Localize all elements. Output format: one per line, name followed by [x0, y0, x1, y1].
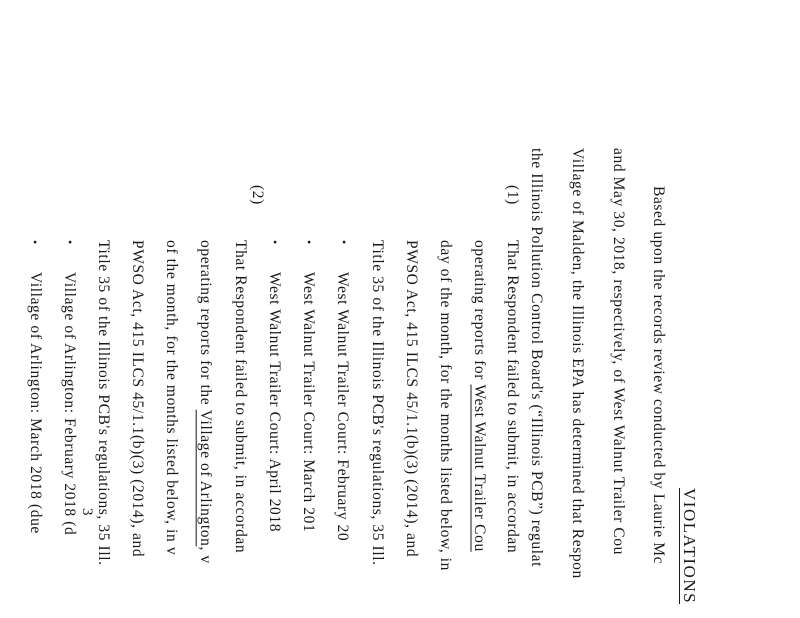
page-heading: VIOLATIONS	[680, 488, 699, 605]
bullet-icon: •	[337, 240, 351, 245]
item1-bullet-1: West Walnut Trailer Court: February 20	[334, 272, 351, 542]
item1-line-5: Title 35 of the Illinois PCB's regulations, 35 Ill.	[369, 240, 386, 566]
intro-line-2: and May 30, 2018, respectively, of West Walnut Trailer Cou	[610, 148, 627, 555]
item1-line-4: PWSO Act, 415 ILCS 45/1.1(b)(3) (2014), and	[403, 240, 420, 558]
item1-bullet-2: West Walnut Trailer Court: March 201	[300, 272, 317, 533]
item2-line-3: of the month, for the months listed below, in v	[163, 240, 180, 556]
west-walnut-link: West Walnut Trailer Cou	[471, 384, 488, 552]
item1-line-2: operating reports for West Walnut Trailer Cou	[471, 240, 488, 552]
intro-line-3: Village of Malden, the Illinois EPA has determined that Respon	[569, 148, 586, 579]
item2-bullet-1: Village of Arlington: February 2018 (d	[61, 272, 78, 536]
page-number: 3	[79, 508, 95, 517]
item1-bullet-3: West Walnut Trailer Court: April 2018	[266, 272, 283, 533]
bullet-icon: •	[302, 240, 316, 245]
item2-bullet-2: Village of Arlington: March 2018 (due	[27, 272, 44, 534]
item2-line-2: operating reports for the Village of Arlington, v	[197, 240, 214, 564]
bullet-icon: •	[28, 240, 42, 245]
intro-line-4: the Illinois Pollution Control Board's (“Illinois PCB”) regulat	[528, 148, 545, 568]
item-number-1: (1)	[504, 185, 521, 205]
item2-line-5: Title 35 of the Illinois PCB's regulations, 35 Ill.	[95, 240, 112, 566]
item1-line-3: day of the month, for the months listed below, in	[437, 240, 454, 572]
item1-line-1: That Respondent failed to submit, in accordan	[504, 240, 521, 554]
item-number-2: (2)	[249, 185, 266, 205]
bullet-icon: •	[63, 240, 77, 245]
village-arlington-link: Village of Arlington	[197, 409, 214, 547]
bullet-icon: •	[268, 240, 282, 245]
intro-line-1: Based upon the records review conducted by Laurie Mc	[650, 186, 667, 565]
item2-line-1: That Respondent failed to submit, in accordan	[232, 240, 249, 554]
item2-line-4: PWSO Act, 415 ILCS 45/1.1(b)(3) (2014), and	[129, 240, 146, 558]
